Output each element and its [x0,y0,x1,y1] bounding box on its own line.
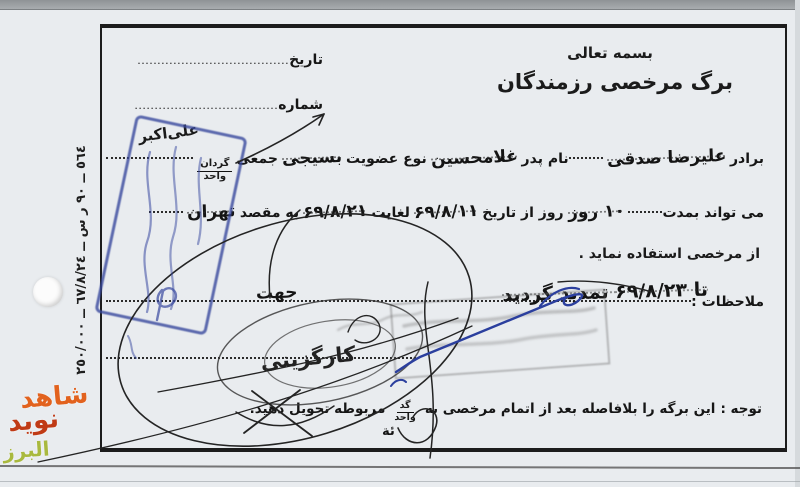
faded-stamp-box [390,289,611,380]
number-label: شماره [278,97,323,113]
number-field [113,97,323,113]
attention-note [230,398,762,423]
destination-label: به مقصد [239,205,300,221]
punch-hole [33,277,63,307]
duration-label: می تواند بمدت [662,205,764,221]
scanner-edge-strip [0,0,800,10]
from-date-handwritten: ۶۹/۸/۱۱ [413,200,479,224]
date-field [113,52,323,68]
bismillah-text: بسمه تعالی [567,44,653,62]
use-leave-line: از مرخصی استفاده نماید . [578,246,760,262]
to-date-handwritten: ۶۹/۸/۲۱ [302,200,368,224]
print-run-code-vertical: ٥٦٤ ــ ٩٠ ر س ــ ٦٧/٨/٢٤ ــ ٢٥٠/٠٠٠ [74,145,89,375]
date-dotted-leader: ...................................... [137,54,290,67]
number-dotted-leader: .................................... [134,99,279,112]
unit-code-fraction: $\frac{\text{گد}}{\text{واحد}}$ [394,400,416,423]
unit-fraction: $\frac{\text{گردان}}{\text{واحد}}$ [197,159,232,182]
watermark-word-shahed: شاهد [18,379,90,415]
attention-label: توجه : [720,400,762,417]
remarks-label: ملاحظات : [691,294,764,310]
membership-handwritten: بسیجی [281,146,343,170]
name-handwritten: علیرضا صدقی [606,145,727,171]
personnel-office-stamp-text: کارگزینی [259,341,357,375]
watermark-word-alborz: البرز [2,436,51,464]
form-title: برگ مرخصی رزمندگان [496,70,734,94]
duration-handwritten: ۱۰ روز [567,201,625,223]
father-label: نام پدر [521,151,569,167]
brother-label: برادر [729,151,764,167]
paper-bottom-faint-line [0,481,800,482]
paper-bottom-edge-line [0,465,800,469]
father-handwritten: غلامحسین [430,146,518,170]
unit-handwritten: علی‌اکبر [137,120,200,146]
attention-text-after: مربوطه تحویل دهید. [249,400,386,417]
destination-handwritten: تهران [187,201,237,223]
paper-right-edge [795,0,800,487]
attention-text-before: این برگه را بلافاصله بعد از اتمام مرخصی به [424,400,716,417]
assignment-label: جمعی [236,151,278,167]
until-label: لغایت [371,205,410,221]
watermark-word-navid: نوید [6,403,61,439]
date-label: تاریخ [289,52,323,68]
days-label: روز از تاریخ [482,205,564,221]
membership-label: نوع عضویت [346,151,427,167]
remarks-handwritten-note: تا ۶۹/۸/۲۳ تمدید گردید [502,278,709,307]
remarks-handwritten-word: جهت [255,282,298,304]
stray-hand-mark: ئة [381,423,396,440]
